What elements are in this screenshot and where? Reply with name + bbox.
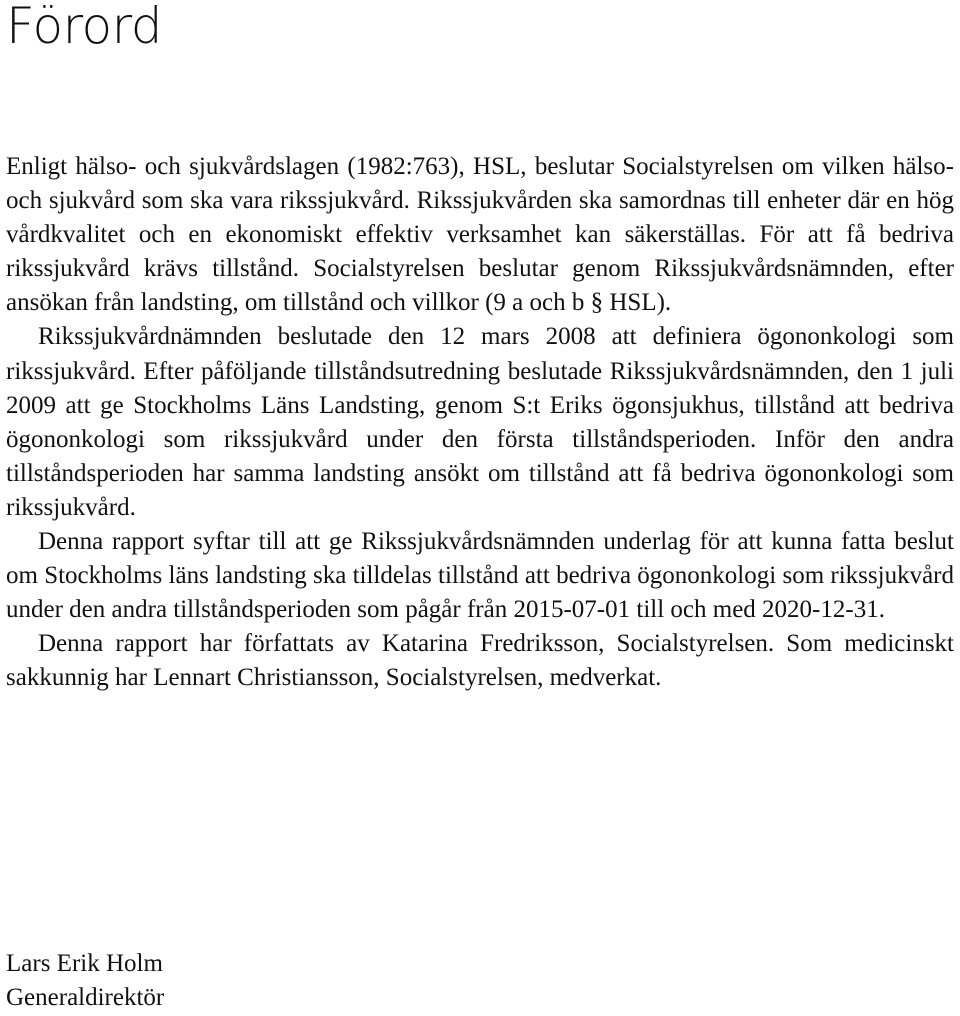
signatory-role: Generaldirektör: [6, 984, 165, 1011]
paragraph-authors: Denna rapport har författats av Katarina Fredriksson, Socialstyrelsen. Som medicinskt sakkunnig har Lennart Christiansson, Socialstyrelsen, medverkat.: [6, 630, 954, 692]
paragraph-decision: Rikssjukvårdnämnden beslutade den 12 mars 2008 att definiera ögononkologi som rikssjukvård. Efter påföljande tillståndsutredning beslutade Rikssjukvårdsnämnden, den 1 juli 2009 att ge Stockholms Läns Landsting, genom S:t Eriks ögonsjukhus, tillstånd att bedriva ögononkologi som rikssjukvård under den första tillståndsperioden. Inför den andra tillståndsperioden har samma landsting ansökt om tillstånd att få bedriva ögononkologi som rikssjukvård.: [6, 323, 954, 521]
signatory-name: Lars Erik Holm: [6, 950, 163, 977]
foreword-body: [6, 150, 954, 696]
paragraph-intro: Enligt hälso- och sjukvårdslagen (1982:763), HSL, beslutar Socialstyrelsen om vilken hälso- och sjukvård som ska vara rikssjukvård. Rikssjukvården ska samordnas till enheter där en hög vårdkvalitet och en ekonomiskt effektiv verksamhet kan säkerställas. För att få bedriva rikssjukvård krävs tillstånd. Socialstyrelsen beslutar genom Rikssjukvårdsnämnden, efter ansökan från landsting, om tillstånd och villkor (9 a och b § HSL).: [6, 153, 954, 317]
signature-block: [6, 947, 164, 1015]
paragraph-purpose: Denna rapport syftar till att ge Rikssjukvårdsnämnden underlag för att kunna fatta beslut om Stockholms läns landsting ska tilldelas tillstånd att bedriva ögononkologi som rikssjukvård under den andra tillståndsperioden som pågår från 2015-07-01 till och med 2020-12-31.: [6, 528, 954, 624]
page-title: Förord: [6, 0, 163, 55]
